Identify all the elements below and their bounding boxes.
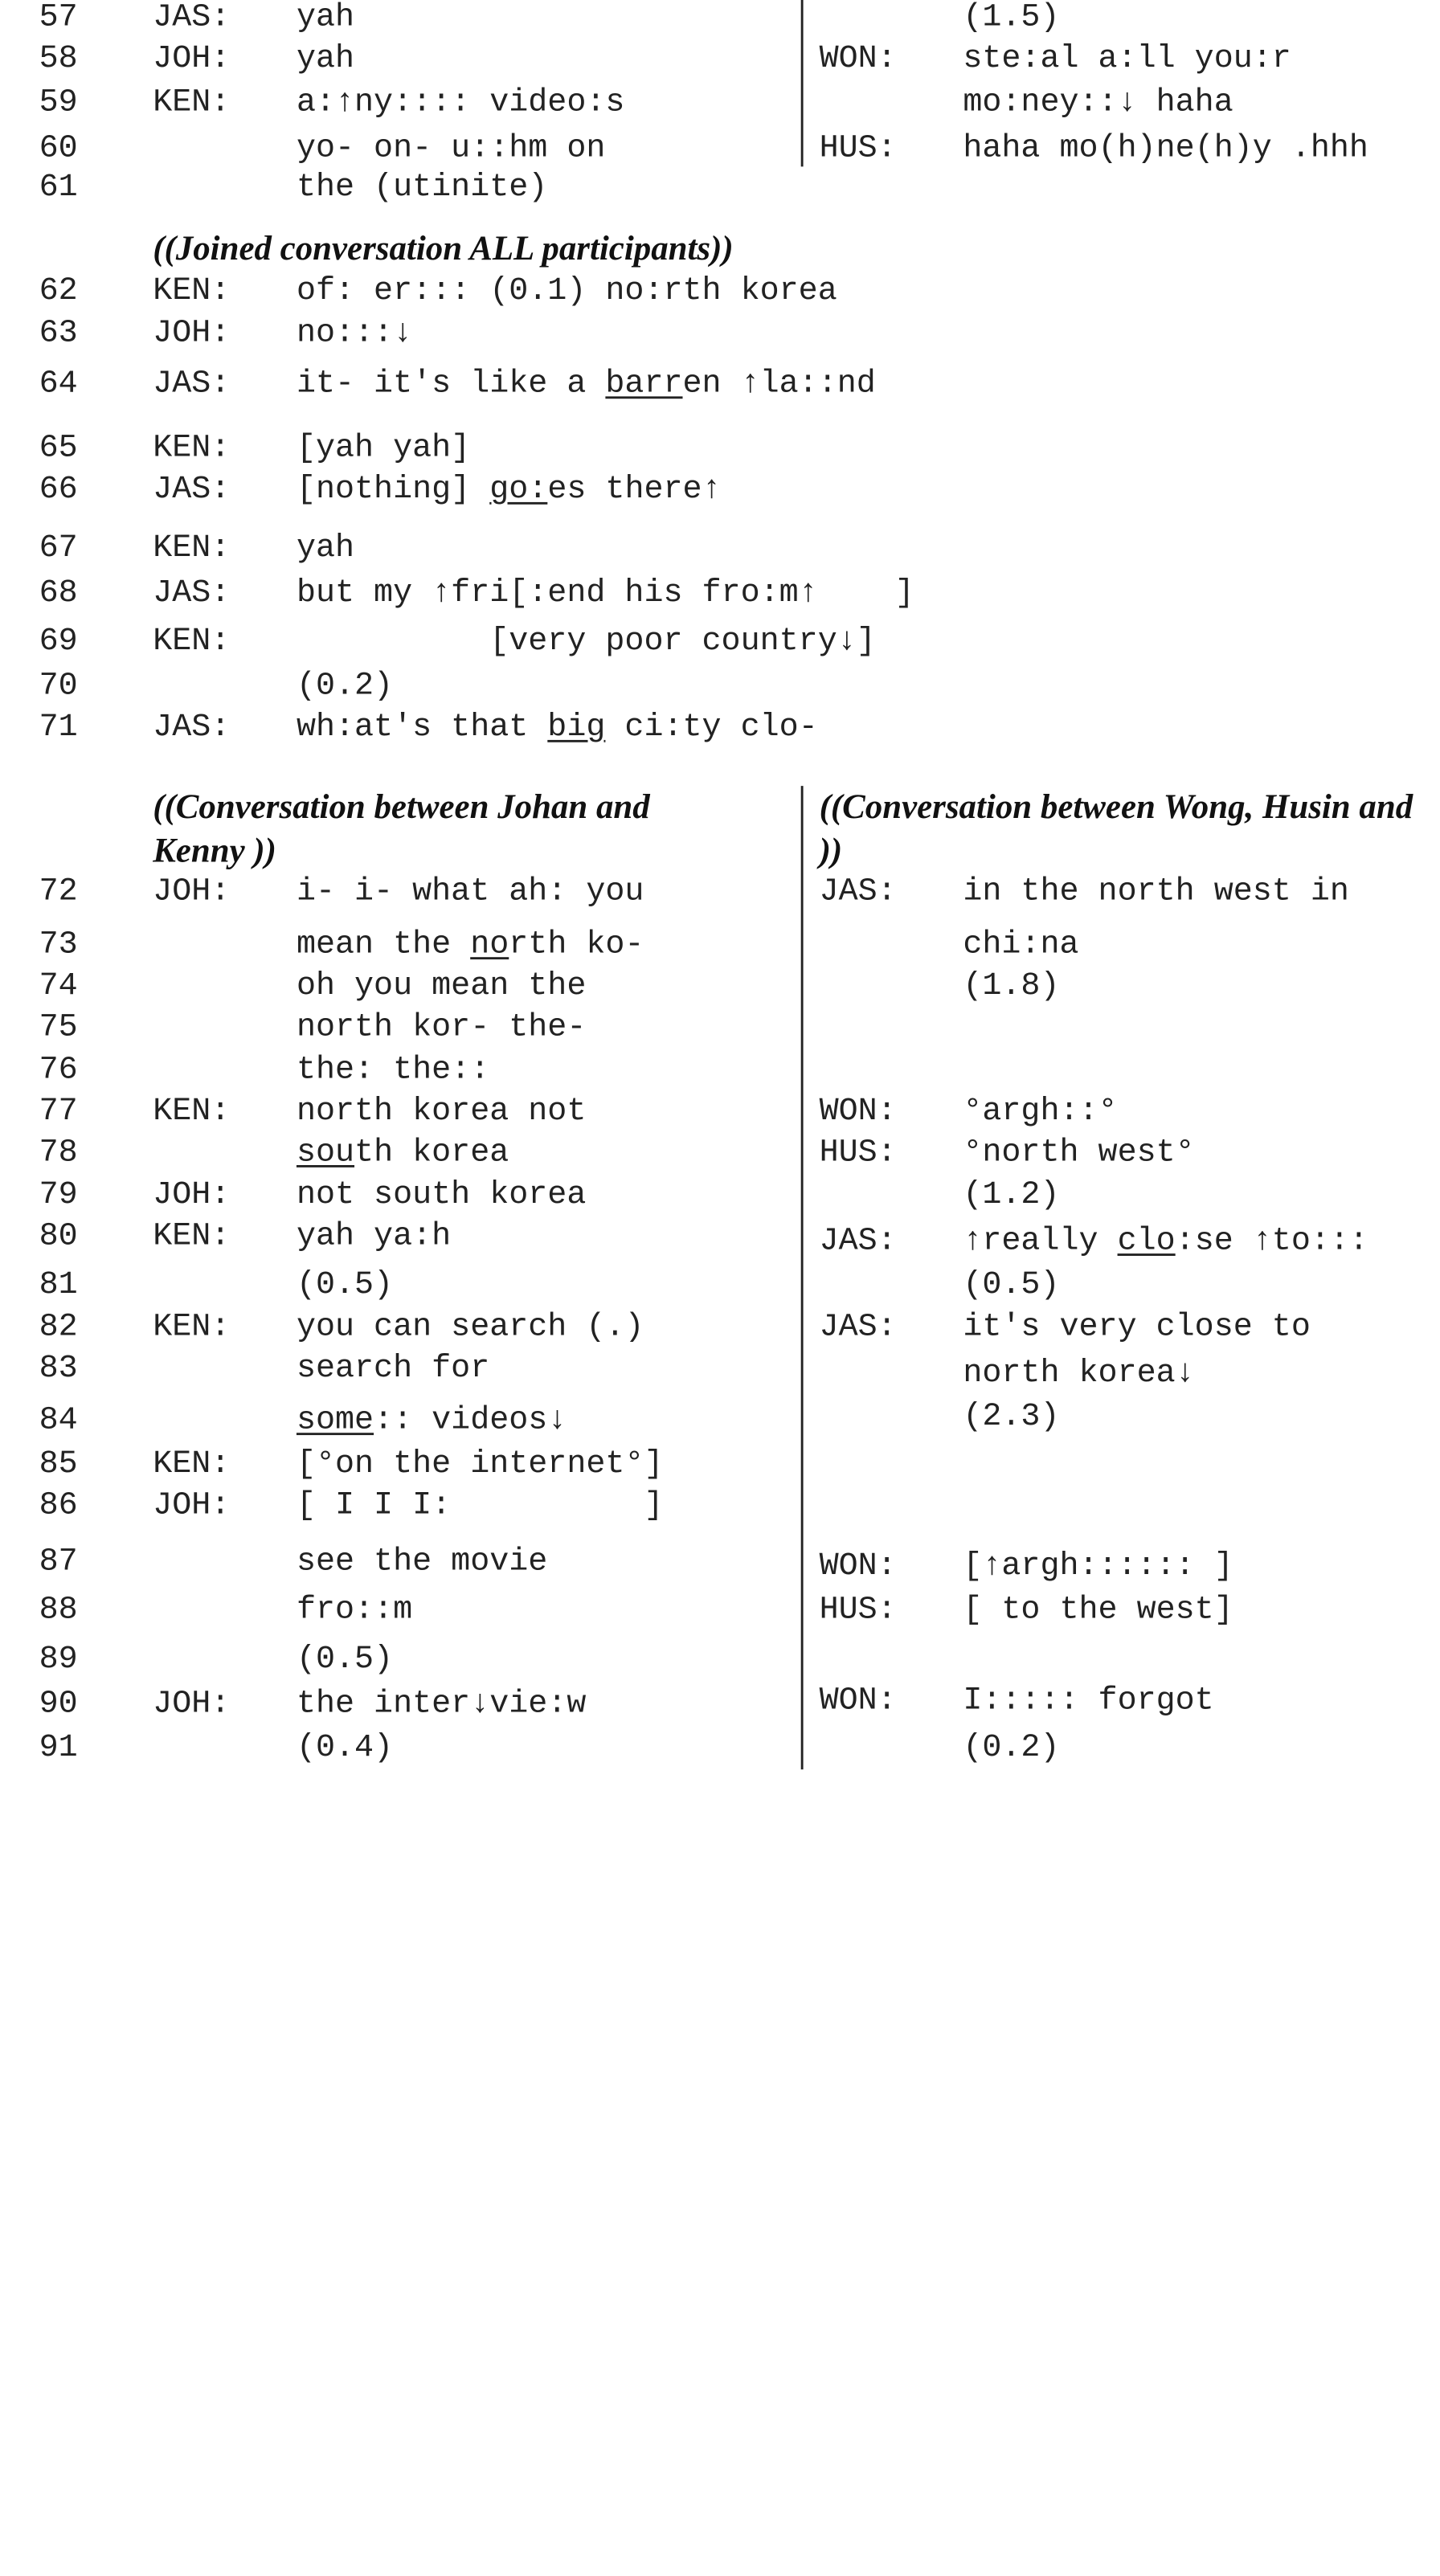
utterance	[297, 131, 605, 168]
utterance-segment: [ I I I: ]	[296, 1487, 664, 1524]
line-number: 76	[39, 1052, 78, 1089]
line-number: 63	[39, 316, 78, 352]
line-number: 61	[39, 170, 78, 206]
utterance	[963, 968, 1059, 1005]
utterance	[297, 1267, 393, 1304]
line-number: 77	[39, 1094, 78, 1130]
utterance-segment: ste:al a:ll you:r	[963, 41, 1291, 77]
speaker-label: JAS:	[819, 1223, 897, 1260]
utterance	[297, 1544, 547, 1581]
utterance-segment: it- it's like a	[296, 366, 606, 403]
line-number: 69	[39, 624, 78, 660]
line-number: 73	[39, 927, 78, 963]
utterance	[297, 1094, 586, 1131]
speaker-label: KEN:	[153, 84, 231, 121]
utterance	[963, 131, 1368, 168]
utterance	[297, 1010, 586, 1047]
heading-wong-husin	[820, 786, 1413, 873]
line-number: 68	[39, 575, 78, 611]
utterance	[297, 431, 470, 468]
speaker-label: JOH:	[153, 1687, 231, 1723]
utterance	[297, 575, 914, 612]
line-number: 64	[39, 366, 78, 403]
speaker-label: HUS:	[819, 131, 897, 167]
utterance-segment: it's very close to	[963, 1310, 1311, 1346]
speaker-label: JOH:	[153, 316, 231, 352]
underlined-segment: no	[470, 927, 509, 963]
utterance	[963, 1178, 1059, 1215]
utterance-segment: haha mo(h)ne(h)y .hhh	[963, 131, 1368, 167]
utterance-segment: °north west°	[963, 1135, 1195, 1171]
speaker-label: JAS:	[153, 366, 231, 403]
utterance-segment: no:::↓	[296, 316, 413, 352]
utterance-segment: chi:na	[963, 927, 1079, 963]
speaker-label: HUS:	[819, 1135, 897, 1171]
speaker-label: JAS:	[153, 472, 231, 509]
utterance	[963, 1593, 1233, 1629]
speaker-label: JOH:	[153, 1177, 231, 1214]
line-number: 74	[39, 968, 78, 1004]
utterance	[297, 273, 837, 310]
heading-johan-kenny-line2: Kenny ))	[153, 832, 276, 870]
utterance-segment: (1.5)	[963, 0, 1060, 36]
line-number: 88	[39, 1592, 78, 1629]
utterance	[297, 927, 644, 964]
line-number: 81	[39, 1267, 78, 1303]
utterance-segment: but my ↑fri[:end his fro:m↑ ]	[296, 575, 914, 611]
speaker-label: KEN:	[153, 1094, 231, 1130]
underlined-segment: sou	[296, 1135, 355, 1171]
underlined-segment: big	[547, 709, 606, 746]
utterance-segment: north korea not	[296, 1094, 587, 1130]
line-number: 79	[39, 1177, 78, 1214]
utterance	[297, 41, 354, 78]
underlined-segment: go:	[489, 472, 548, 509]
utterance	[297, 170, 547, 207]
utterance-segment: oh you mean the	[296, 968, 587, 1004]
utterance-segment: [yah yah]	[296, 431, 471, 467]
utterance-segment: in the north west in	[963, 874, 1349, 910]
speaker-label: JAS:	[819, 1310, 897, 1346]
utterance	[297, 1178, 586, 1215]
utterance	[297, 669, 393, 705]
utterance	[963, 1135, 1194, 1172]
speaker-label: JOH:	[153, 41, 231, 77]
heading-joined-conversation: ((Joined conversation ALL participants))	[153, 230, 734, 268]
utterance-segment: (0.4)	[296, 1730, 394, 1766]
heading-johan-kenny-line1: ((Conversation between Johan and	[153, 787, 650, 827]
utterance	[963, 1549, 1233, 1586]
utterance	[297, 316, 412, 353]
utterance-segment: north kor- the-	[296, 1009, 587, 1046]
line-number: 66	[39, 472, 78, 509]
utterance-segment: i- i- what ah: you	[296, 874, 644, 910]
utterance-segment: the (utinite)	[296, 170, 548, 206]
underlined-segment: barr	[605, 366, 683, 403]
utterance-segment: yo- on- u::hm on	[296, 131, 606, 167]
utterance-segment: search for	[296, 1351, 490, 1388]
utterance-segment: north korea↓	[963, 1355, 1195, 1392]
line-number: 86	[39, 1487, 78, 1524]
utterance	[297, 531, 354, 568]
utterance	[297, 1687, 586, 1723]
speaker-label: KEN:	[153, 1219, 231, 1255]
utterance	[297, 1488, 664, 1525]
utterance-segment: (0.2)	[963, 1730, 1060, 1766]
utterance-segment: the inter↓vie:w	[296, 1687, 587, 1723]
utterance	[297, 624, 876, 660]
line-number: 72	[39, 874, 78, 910]
utterance-segment: ↑really	[963, 1223, 1118, 1260]
utterance-segment: the: the::	[296, 1052, 490, 1089]
utterance	[297, 1446, 664, 1483]
speaker-label: JAS:	[153, 0, 231, 36]
underlined-segment: some	[296, 1403, 374, 1439]
utterance	[963, 1355, 1194, 1392]
utterance-segment: yah ya:h	[296, 1219, 452, 1255]
utterance	[297, 0, 354, 37]
utterance	[297, 1731, 393, 1768]
utterance-segment: yah	[296, 41, 355, 77]
utterance-segment: [ to the west]	[963, 1592, 1233, 1629]
utterance-segment: (0.2)	[296, 669, 394, 705]
speaker-label: WON:	[819, 1094, 897, 1130]
utterance	[297, 366, 876, 403]
speaker-label: JOH:	[153, 874, 231, 910]
utterance-segment: not south korea	[296, 1177, 587, 1214]
column-divider-top	[801, 0, 804, 166]
speaker-label: HUS:	[819, 1592, 897, 1629]
heading-wong-husin-line1: ((Conversation between Wong, Husin and	[819, 787, 1413, 827]
utterance	[963, 41, 1291, 78]
utterance-segment: fro::m	[296, 1592, 413, 1629]
utterance-segment: (1.8)	[963, 968, 1060, 1004]
utterance	[297, 1642, 393, 1678]
utterance-segment: °argh::°	[963, 1094, 1118, 1130]
line-number: 83	[39, 1351, 78, 1388]
line-number: 71	[39, 709, 78, 746]
utterance	[297, 874, 644, 911]
utterance-segment: [↑argh:::::: ]	[963, 1548, 1233, 1584]
utterance	[297, 968, 586, 1005]
utterance-segment: mean the	[296, 927, 471, 963]
speaker-label: JOH:	[153, 1487, 231, 1524]
utterance-segment: (0.5)	[296, 1642, 394, 1678]
utterance-segment: (1.2)	[963, 1177, 1060, 1214]
utterance	[963, 1267, 1059, 1304]
line-number: 70	[39, 669, 78, 705]
utterance	[297, 472, 722, 509]
speaker-label: KEN:	[153, 530, 231, 566]
speaker-label: WON:	[819, 1548, 897, 1584]
speaker-label: KEN:	[153, 1310, 231, 1346]
line-number: 58	[39, 41, 78, 77]
utterance-segment: rth ko-	[509, 927, 644, 963]
utterance-segment: (0.5)	[963, 1267, 1060, 1303]
utterance-segment: I::::: forgot	[963, 1683, 1214, 1719]
utterance-segment: see the movie	[296, 1544, 548, 1580]
line-number: 67	[39, 530, 78, 566]
speaker-label: KEN:	[153, 273, 231, 309]
utterance	[297, 710, 818, 747]
heading-johan-kenny	[153, 786, 650, 873]
utterance-segment: [nothing]	[296, 472, 490, 509]
speaker-label: KEN:	[153, 624, 231, 660]
utterance-segment: (2.3)	[963, 1399, 1060, 1436]
line-number: 90	[39, 1687, 78, 1723]
utterance	[297, 85, 624, 122]
speaker-label: JAS:	[153, 709, 231, 746]
speaker-label: WON:	[819, 1683, 897, 1719]
speaker-label: KEN:	[153, 431, 231, 467]
utterance-segment: [very poor country↓]	[296, 624, 876, 660]
heading-wong-husin-line2: ))	[819, 832, 843, 870]
utterance-segment: :se ↑to:::	[1175, 1223, 1368, 1260]
utterance	[297, 1310, 644, 1347]
utterance	[297, 1403, 567, 1440]
utterance-segment: mo:ney::↓ haha	[963, 84, 1233, 121]
utterance-segment: es there↑	[547, 472, 722, 509]
column-divider-bottom	[801, 786, 804, 1769]
utterance-segment: ci:ty clo-	[605, 709, 818, 746]
speaker-label: KEN:	[153, 1446, 231, 1482]
utterance-segment: you can search (.)	[296, 1310, 644, 1346]
utterance	[297, 1053, 489, 1090]
utterance	[297, 1219, 451, 1256]
utterance-segment: yah	[296, 0, 355, 36]
utterance-segment: en ↑la::nd	[682, 366, 876, 403]
utterance	[963, 927, 1078, 964]
line-number: 91	[39, 1730, 78, 1766]
utterance	[963, 1731, 1059, 1768]
utterance-segment: wh:at's that	[296, 709, 548, 746]
utterance	[963, 85, 1233, 122]
line-number: 80	[39, 1219, 78, 1255]
line-number: 85	[39, 1446, 78, 1482]
utterance	[297, 1593, 412, 1629]
line-number: 82	[39, 1310, 78, 1346]
line-number: 89	[39, 1642, 78, 1678]
utterance-segment: a:↑ny:::: video:s	[296, 84, 625, 121]
speaker-label: WON:	[819, 41, 897, 77]
utterance	[297, 1351, 489, 1388]
utterance	[963, 1094, 1117, 1131]
speaker-label: JAS:	[153, 575, 231, 611]
line-number: 87	[39, 1544, 78, 1580]
line-number: 59	[39, 84, 78, 121]
utterance	[297, 1135, 509, 1172]
line-number: 65	[39, 431, 78, 467]
utterance-segment: [°on the internet°]	[296, 1446, 664, 1482]
utterance	[963, 1683, 1213, 1720]
utterance	[963, 1310, 1311, 1347]
utterance-segment: th korea	[354, 1135, 509, 1171]
utterance	[963, 1400, 1059, 1437]
line-number: 60	[39, 131, 78, 167]
utterance	[963, 0, 1059, 37]
utterance-segment: of: er::: (0.1) no:rth korea	[296, 273, 837, 309]
line-number: 78	[39, 1135, 78, 1171]
speaker-label: JAS:	[819, 874, 897, 910]
utterance-segment: (0.5)	[296, 1267, 394, 1303]
line-number: 57	[39, 0, 78, 36]
line-number: 62	[39, 273, 78, 309]
utterance-segment: :: videos↓	[374, 1403, 567, 1439]
utterance-segment: yah	[296, 530, 355, 566]
utterance	[963, 1224, 1368, 1261]
line-number: 75	[39, 1009, 78, 1046]
underlined-segment: clo	[1117, 1223, 1176, 1260]
utterance	[963, 874, 1349, 911]
line-number: 84	[39, 1403, 78, 1439]
